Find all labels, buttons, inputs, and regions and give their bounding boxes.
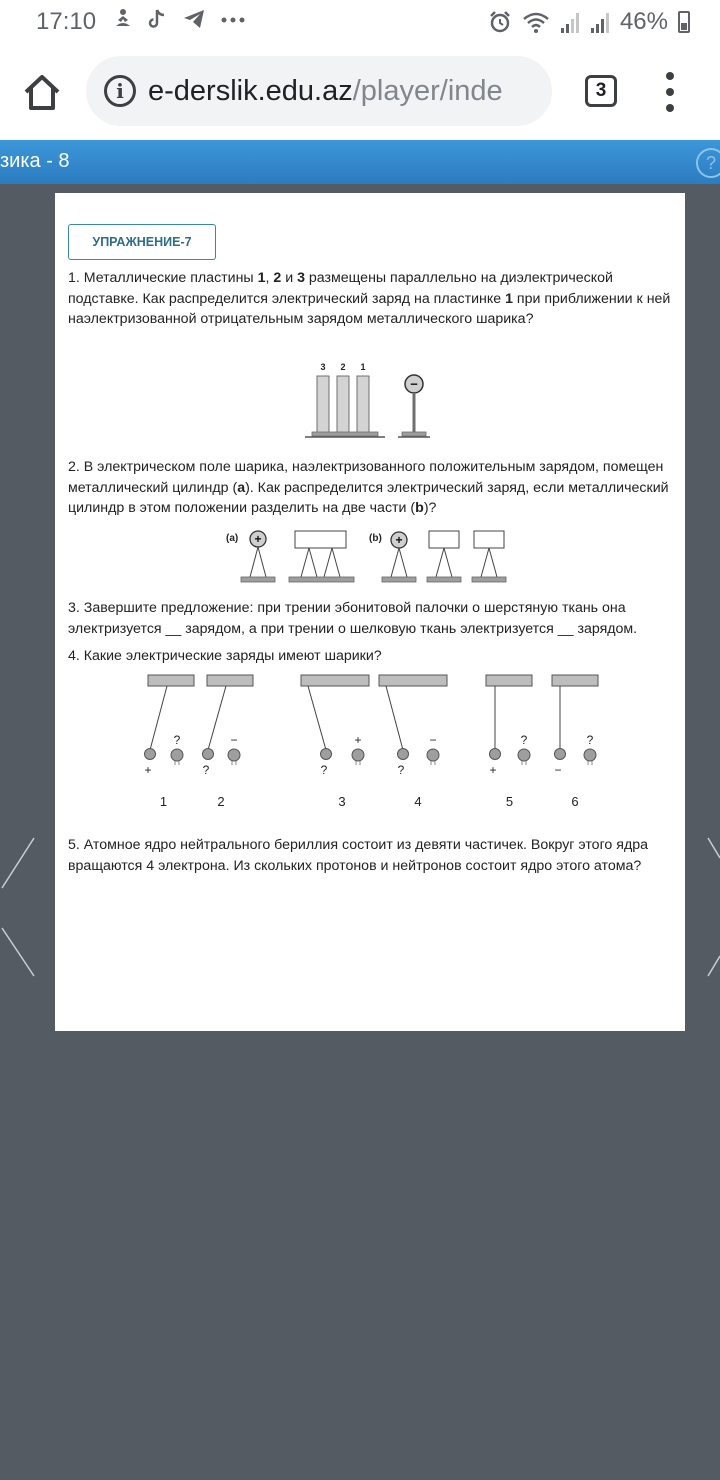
thread-left-3 bbox=[308, 686, 326, 750]
ceiling-bar-5 bbox=[486, 675, 532, 686]
thread-left-1 bbox=[150, 686, 167, 750]
figure-2-cylinder bbox=[223, 526, 513, 590]
alarm-icon bbox=[488, 10, 512, 34]
ball-left-label-6: − bbox=[554, 763, 562, 777]
help-icon[interactable]: ? bbox=[696, 148, 720, 178]
prev-page-arrow-icon[interactable] bbox=[0, 836, 36, 978]
ball-left-3 bbox=[321, 749, 332, 760]
more-menu-icon[interactable] bbox=[660, 72, 680, 112]
status-notification-icons bbox=[112, 8, 246, 30]
ball-right-stand-5 bbox=[522, 761, 526, 765]
telegram-icon bbox=[182, 8, 206, 30]
ball-stand bbox=[402, 432, 426, 436]
plate-label-1: 1 bbox=[360, 362, 366, 372]
ball-right-stand-3 bbox=[356, 761, 360, 765]
ball-right-stand-4 bbox=[431, 761, 435, 765]
plate-2 bbox=[337, 376, 349, 433]
plate-label-2: 2 bbox=[340, 362, 346, 372]
status-time: 17:10 bbox=[36, 8, 97, 35]
ball-right-1 bbox=[171, 749, 183, 761]
thread-left-2 bbox=[208, 686, 226, 750]
ball-a-sign: + bbox=[254, 532, 262, 546]
ball-left-label-4: ? bbox=[397, 763, 405, 777]
group-number-6: 6 bbox=[571, 794, 579, 809]
label-a: (a) bbox=[226, 533, 239, 544]
next-page-arrow-icon[interactable] bbox=[706, 836, 720, 978]
ball-right-3 bbox=[352, 749, 364, 761]
yoga-icon bbox=[112, 8, 134, 30]
ball-right-4 bbox=[427, 749, 439, 761]
question-5: 5. Атомное ядро нейтрального бериллия состоит из девяти частичек. Вокруг этого ядра вращаются 4 электрона. Из скольких протонов и нейтронов состоит ядро этого атома? bbox=[68, 837, 649, 874]
cylinder-whole bbox=[295, 531, 346, 548]
signal-1-icon bbox=[560, 10, 580, 34]
cylinder-half-2 bbox=[474, 531, 504, 548]
cylinder-half-1 bbox=[429, 531, 459, 548]
textbook-page bbox=[55, 193, 685, 1031]
question-3: 3. Завершите предложение: при трении эбонитовой палочки о шерстяную ткань она электризуется __ зарядом, а при трении о шелковую ткань электризуется __ зарядом. bbox=[68, 600, 638, 637]
url-host: e-derslik.edu.az bbox=[148, 74, 353, 107]
ball-left-1 bbox=[145, 749, 156, 760]
group-number-4: 4 bbox=[414, 794, 422, 809]
ceiling-bar-1 bbox=[148, 675, 194, 686]
battery-icon bbox=[678, 11, 690, 33]
ball-right-stand-1 bbox=[175, 761, 179, 765]
question-1: 1. Металлические пластины 1, 2 и 3 размещены параллельно на диэлектрической подставке. Как распределится электрический заряд на пластинке 1 при приближении к ней наэлектризованной отрицательным зарядом металлического шарика? bbox=[68, 270, 671, 328]
ball-right-label-3: + bbox=[354, 733, 362, 747]
ball-right-5 bbox=[518, 749, 530, 761]
info-icon[interactable]: i bbox=[104, 75, 136, 107]
ceiling-bar-4 bbox=[379, 675, 447, 686]
ball-right-label-6: ? bbox=[586, 733, 594, 747]
ball-right-label-2: − bbox=[230, 733, 238, 747]
ceiling-bar-3 bbox=[301, 675, 369, 686]
battery-percent: 46% bbox=[619, 8, 668, 35]
status-bar bbox=[0, 0, 720, 44]
plate-label-3: 3 bbox=[320, 362, 326, 372]
plate-1 bbox=[357, 376, 369, 433]
exercise-badge: УПРАЖНЕНИЕ-7 bbox=[68, 224, 216, 260]
ball-right-label-4: − bbox=[429, 733, 437, 747]
ball-right-label-5: ? bbox=[520, 733, 528, 747]
tab-switcher-button[interactable]: 3 bbox=[585, 75, 617, 107]
ball-left-5 bbox=[490, 749, 501, 760]
dielectric-stand bbox=[312, 432, 378, 436]
figure-4-balls bbox=[130, 670, 610, 820]
group-number-2: 2 bbox=[217, 794, 225, 809]
status-system-icons bbox=[488, 8, 690, 36]
ball-left-label-3: ? bbox=[320, 763, 328, 777]
figure-1-plates bbox=[300, 357, 435, 443]
ball-right-label-1: ? bbox=[173, 733, 181, 747]
thread-left-4 bbox=[386, 686, 403, 750]
label-b: (b) bbox=[369, 533, 382, 544]
ball-right-6 bbox=[584, 749, 596, 761]
ball-left-label-1: + bbox=[144, 763, 152, 777]
ceiling-bar-6 bbox=[552, 675, 598, 686]
more-icon bbox=[220, 8, 246, 30]
question-4: 4. Какие электрические заряды имеют шарики? bbox=[68, 648, 382, 664]
app-header bbox=[0, 140, 720, 184]
address-bar[interactable] bbox=[86, 56, 552, 126]
wifi-icon bbox=[522, 10, 550, 34]
plate-3 bbox=[317, 376, 329, 433]
ball-b-sign: + bbox=[395, 533, 403, 547]
ball-charge-sign: − bbox=[410, 376, 418, 392]
ball-left-2 bbox=[203, 749, 214, 760]
ball-right-stand-2 bbox=[232, 761, 236, 765]
ball-left-label-5: + bbox=[489, 763, 497, 777]
app-title: зика - 8 bbox=[0, 150, 70, 172]
question-2: 2. В электрическом поле шарика, наэлектризованного положительным зарядом, помещен металлический цилиндр (a). Как распределится электрический заряд, если металлический цилиндр в этом положении разделить на две части (b)? bbox=[68, 459, 669, 517]
home-icon[interactable] bbox=[20, 70, 64, 114]
tiktok-icon bbox=[148, 8, 168, 30]
ball-left-label-2: ? bbox=[202, 763, 210, 777]
ceiling-bar-2 bbox=[207, 675, 253, 686]
group-number-5: 5 bbox=[505, 794, 514, 809]
ball-right-stand-6 bbox=[588, 761, 592, 765]
browser-toolbar bbox=[0, 44, 720, 140]
group-number-1: 1 bbox=[159, 794, 168, 809]
ball-right-2 bbox=[228, 749, 240, 761]
group-number-3: 3 bbox=[338, 794, 346, 809]
signal-2-icon bbox=[590, 10, 610, 34]
url-path: /player/inde bbox=[352, 74, 503, 107]
ball-left-6 bbox=[555, 749, 566, 760]
ball-left-4 bbox=[398, 749, 409, 760]
